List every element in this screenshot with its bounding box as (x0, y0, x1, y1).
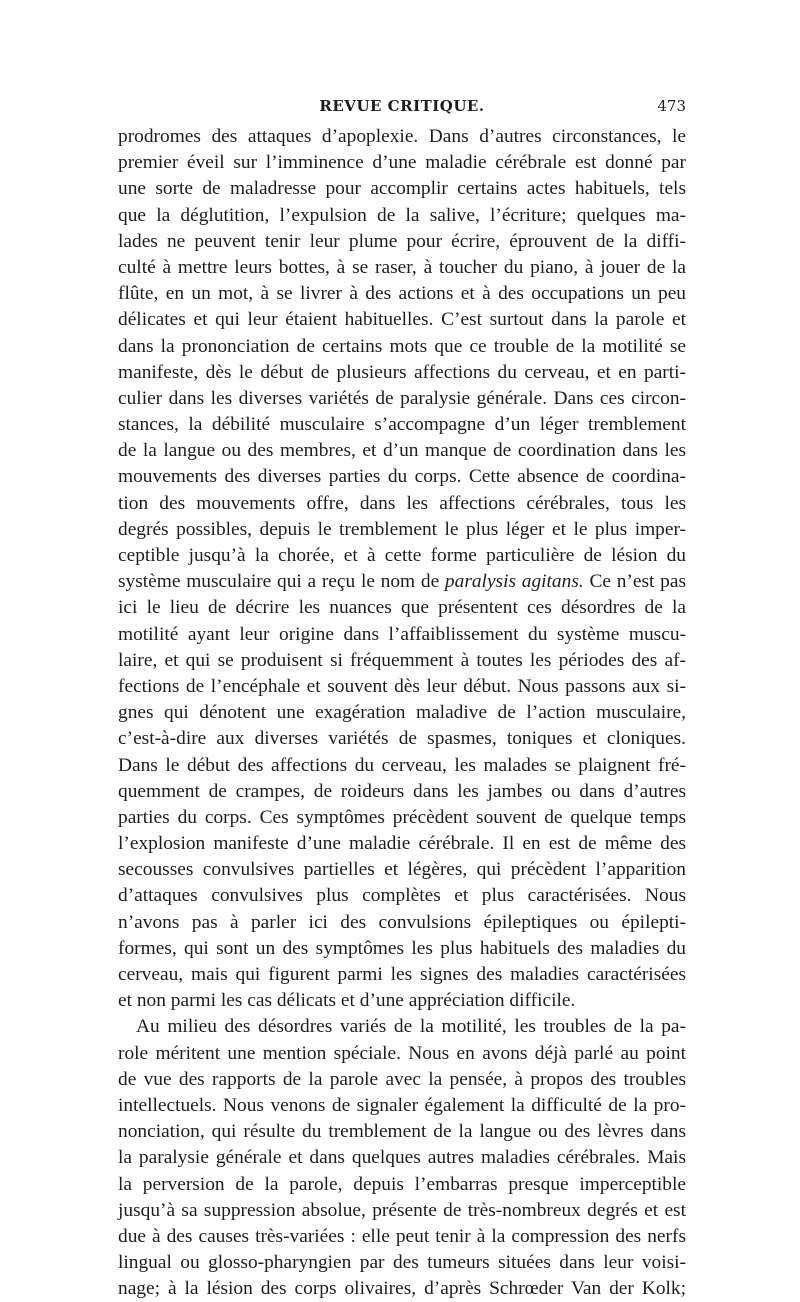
italic-term: paralysis agitans. (444, 571, 584, 593)
text-line: délicates et qui leur étaient habituelles. C’est surtout dans la parole et (118, 309, 686, 331)
body-text (118, 124, 686, 1302)
text-line: nage; à la lésion des corps olivaires, d’après Schrœder Van der Kolk; (118, 1278, 686, 1300)
text-line: degrés possibles, depuis le tremblement le plus léger et le plus imper- (118, 518, 686, 540)
text-line: d’attaques convulsives plus complètes et plus caractérisées. Nous (118, 885, 686, 907)
text-line: flûte, en un mot, à se livrer à des actions et à des occupations un peu (118, 283, 686, 305)
text-line: stances, la débilité musculaire s’accompagne d’un léger tremblement (118, 414, 686, 436)
text-line: premier éveil sur l’imminence d’une maladie cérébrale est donné par (118, 152, 686, 174)
text-line: lades ne peuvent tenir leur plume pour écrire, éprouvent de la diffi- (118, 230, 686, 252)
text-line: gnes qui dénotent une exagération maladive de l’action musculaire, (118, 702, 686, 724)
paragraph-first-line: Au milieu des désordres variés de la motilité, les troubles de la pa- (136, 1016, 686, 1038)
text-line: cerveau, mais qui figurent parmi les signes des maladies caractérisées (118, 964, 686, 985)
text-line: intellectuels. Nous venons de signaler également la difficulté de la pro- (118, 1094, 686, 1116)
text-segment: Ce n’est pas (589, 571, 686, 593)
text-line: secousses convulsives partielles et légères, qui précèdent l’apparition (118, 859, 686, 881)
text-line: ici le lieu de décrire les nuances que présentent ces désordres de la (118, 597, 686, 619)
text-line: l’explosion manifeste d’une maladie cérébrale. Il en est de même des (118, 833, 686, 855)
text-line: due à des causes très-variées : elle peut tenir à la compression des nerfs (118, 1225, 686, 1247)
text-line: jusqu’à sa suppression absolue, présente de très-nombreux degrés et est (118, 1199, 686, 1221)
text-line: quemment de crampes, de roideurs dans les jambes ou dans d’autres (118, 780, 686, 802)
text-line: lingual ou glosso-pharyngien par des tumeurs situées dans leur voisi- (118, 1252, 686, 1274)
text-line: mouvements des diverses parties du corps. Cette absence de coordina- (118, 466, 686, 488)
paragraph-last-line: et non parmi les cas délicats et d’une appréciation difficile. (118, 990, 576, 1012)
text-line: la perversion de la parole, depuis l’embarras presque imperceptible (118, 1173, 686, 1195)
text-line: culté à mettre leurs bottes, à se raser, à toucher du piano, à jouer de la (118, 256, 686, 278)
text-line: une sorte de maladresse pour accomplir certains actes habituels, tels (118, 178, 686, 200)
text-line: parties du corps. Ces symptômes précèdent souvent de quelque temps (118, 806, 686, 828)
text-line-with-italic (118, 569, 686, 595)
page-header (118, 97, 686, 121)
text-line: manifeste, dès le début de plusieurs affections du cerveau, et en parti- (118, 361, 686, 383)
text-line: laire, et qui se produisent si fréquemment à toutes les périodes des af- (118, 649, 686, 671)
text-line: la paralysie générale et dans quelques autres maladies cérébrales. Mais (118, 1147, 686, 1169)
text-line: prodromes des attaques d’apoplexie. Dans d’autres circonstances, le (118, 126, 686, 147)
page-number: 473 (657, 97, 686, 115)
text-line: que la déglutition, l’expulsion de la salive, l’écriture; quelques ma- (118, 204, 686, 226)
text-line: dans la prononciation de certains mots que ce trouble de la motilité se (118, 335, 686, 357)
text-line: nonciation, qui résulte du tremblement de la langue ou des lèvres dans (118, 1121, 686, 1143)
text-line: fections de l’encéphale et souvent dès leur début. Nous passons aux si- (118, 675, 686, 697)
text-line: de vue des rapports de la parole avec la pensée, à propos des troubles (118, 1068, 686, 1090)
text-line: Dans le début des affections du cerveau, les malades se plaignent fré- (118, 754, 686, 776)
text-line: motilité ayant leur origine dans l’affaiblissement du système muscu- (118, 623, 686, 645)
text-line: tion des mouvements offre, dans les affections cérébrales, tous les (118, 492, 686, 514)
text-line: c’est-à-dire aux diverses variétés de spasmes, toniques et cloniques. (118, 728, 686, 750)
text-line: role méritent une mention spéciale. Nous en avons déjà parlé au point (118, 1042, 686, 1064)
text-line: culier dans les diverses variétés de paralysie générale. Dans ces circon- (118, 387, 686, 409)
text-segment: système musculaire qui a reçu le nom de (118, 571, 440, 593)
text-line: ceptible jusqu’à la chorée, et à cette forme particulière de lésion du (118, 545, 686, 566)
text-line: de la langue ou des membres, et d’un manque de coordination dans les (118, 440, 686, 462)
text-line: formes, qui sont un des symptômes les plus habituels des maladies du (118, 937, 686, 959)
running-head: REVUE CRITIQUE. (319, 97, 485, 115)
text-line: n’avons pas à parler ici des convulsions épileptiques ou épilepti- (118, 911, 686, 933)
